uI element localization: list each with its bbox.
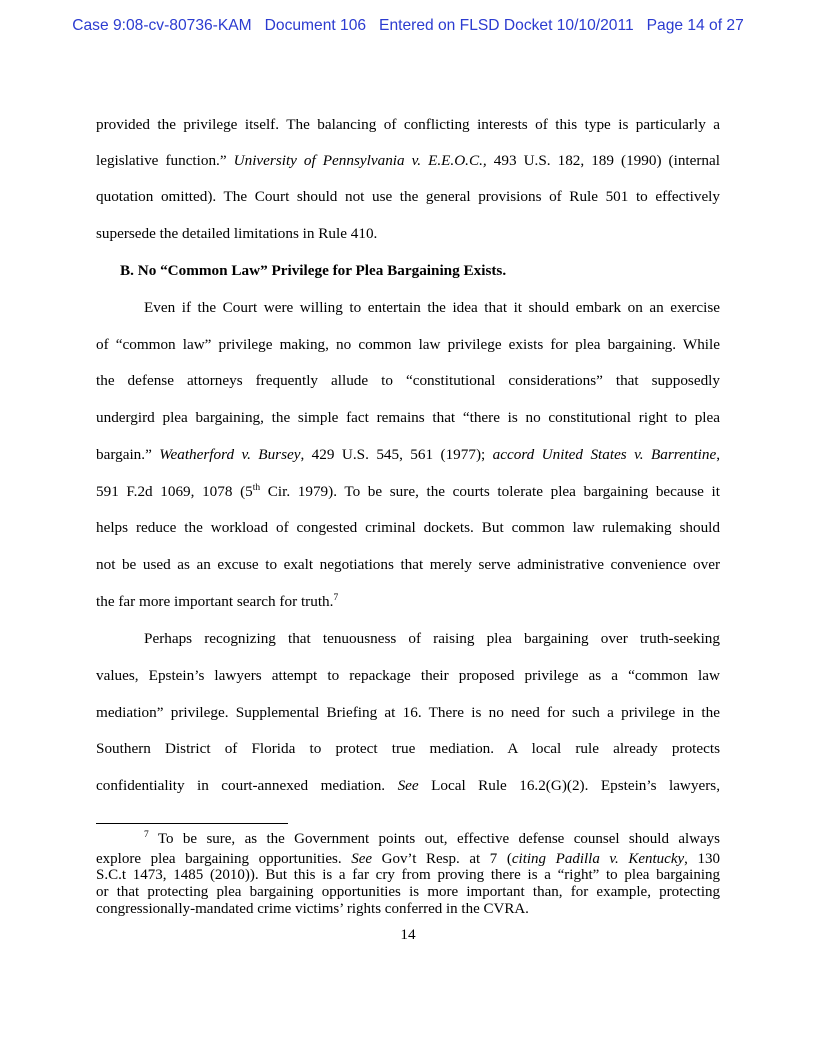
para3-line3: mediation” privilege. Supplemental Briefing at 16. There is no need for such a privilege in the [96,704,720,721]
footnote-line4: or that protecting plea bargaining opportunities is more important than, for example, protecting [96,884,720,900]
para1-line4: supersede the detailed limitations in Rule 410. [96,225,378,242]
para3-line2: values, Epstein’s lawyers attempt to repackage their proposed privilege as a “common law [96,667,720,684]
text-run: , [716,446,720,463]
text-run: Cir. 1979). To be sure, the courts tolerate plea bargaining because it [260,483,720,500]
case-header-stamp: Case 9:08-cv-80736-KAM Document 106 Entered on FLSD Docket 10/10/2011 Page 14 of 27 [72,17,744,34]
footnote-number: 7 [144,830,149,840]
text-run: To be sure, as the Government points out, effective defense counsel should always [148,831,720,847]
para2-line7: helps reduce the workload of congested criminal dockets. But common law rulemaking should [96,519,720,536]
ordinal-superscript: th [252,483,261,493]
para2-line1: Even if the Court were willing to entertain the idea that it should embark on an exercise [144,299,720,316]
text-run: legislative function.” [96,152,234,169]
case-citation: University of Pennsylvania v. E.E.O.C., [233,152,487,169]
footnote-line3: S.C.t 1473, 1485 (2010)). But this is a far cry from proving there is a “right” to plea bargaining [96,867,720,883]
text-run: , 429 U.S. 545, 561 (1977); [300,446,493,463]
footnote-line5: congressionally-mandated crime victims’ rights conferred in the CVRA. [96,901,529,917]
text-run: 493 U.S. 182, 189 (1990) (internal [486,152,720,169]
footnote-divider [96,823,288,824]
text-run: explore plea bargaining opportunities. [96,851,352,867]
para3-line4: Southern District of Florida to protect true mediation. A local rule already protects [96,740,720,757]
para3-line1: Perhaps recognizing that tenuousness of raising plea bargaining over truth-seeking [144,630,720,647]
para1-line1: provided the privilege itself. The balancing of conflicting interests of this type is particularly a [96,116,720,133]
para2-line2: of “common law” privilege making, no common law privilege exists for plea bargaining. While [96,336,720,353]
text-run: the far more important search for truth. [96,593,334,610]
signal-see: See [397,777,419,794]
para2-line5 [96,446,720,464]
footnote-reference[interactable]: 7 [333,593,339,603]
para2-line9 [96,593,720,611]
para3-line5 [96,777,720,795]
text-run: Local Rule 16.2(G)(2). Epstein’s lawyers, [418,777,720,794]
text-run: 591 F.2d 1069, 1078 (5 [96,483,253,500]
text-run: bargain.” [96,446,160,463]
case-citation: citing Padilla v. Kentucky [511,851,685,867]
footnote-line1 [144,831,720,847]
signal-see: See [351,851,373,867]
text-run: Gov’t Resp. at 7 ( [372,851,512,867]
para1-line3: quotation omitted). The Court should not use the general provisions of Rule 501 to effectively [96,188,720,205]
para1-line2 [96,152,720,170]
case-citation: accord United States v. Barrentine [492,446,717,463]
para2-line4: undergird plea bargaining, the simple fact remains that “there is no constitutional right to plea [96,409,720,426]
para2-line6 [96,483,720,501]
para2-line8: not be used as an excuse to exalt negotiations that merely serve administrative convenience over [96,556,720,573]
text-run: , 130 [684,851,721,867]
para2-line3: the defense attorneys frequently allude to “constitutional considerations” that supposedly [96,372,720,389]
page-number: 14 [400,926,416,943]
section-heading-b: B. No “Common Law” Privilege for Plea Bargaining Exists. [120,262,507,279]
footnote-line2 [96,851,720,867]
text-run: confidentiality in court-annexed mediation. [96,777,398,794]
case-citation: Weatherford v. Bursey [159,446,301,463]
